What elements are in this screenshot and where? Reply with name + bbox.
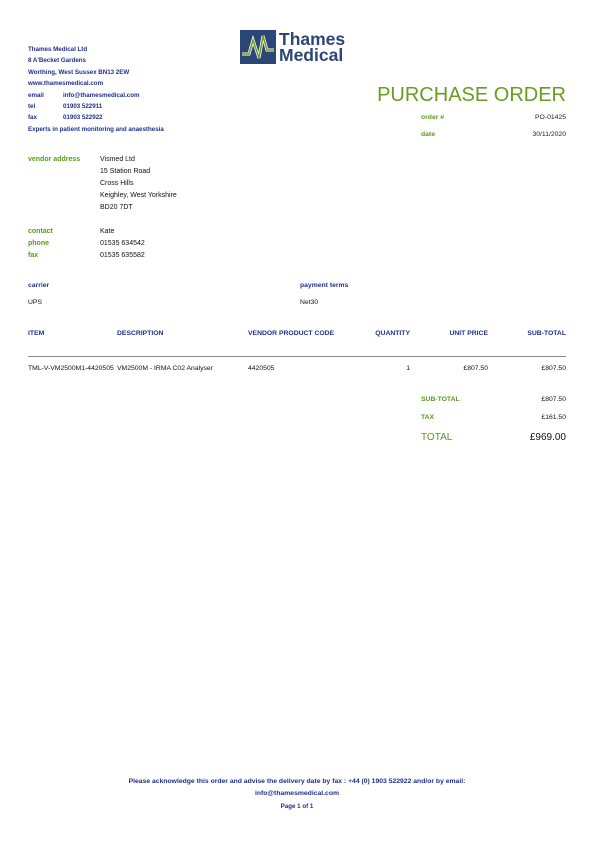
company-address-line-2: Worthing, West Sussex BN13 2EW [28, 68, 130, 76]
footer-email: info@thamesmedical.com [254, 789, 340, 797]
cell-subtotal: £807.50 [541, 365, 566, 372]
tax-value: £161.50 [541, 414, 566, 421]
payment-terms-label: payment terms [300, 282, 349, 289]
logo-mark-icon [240, 30, 276, 64]
subtotal-row [421, 396, 566, 403]
vendor-address-block [28, 154, 177, 214]
company-fax-row [28, 112, 268, 123]
vendor-address-line: Keighley, West Yorkshire [100, 192, 177, 199]
order-number-label: order # [421, 114, 445, 121]
order-number: PO-01425 [535, 114, 566, 121]
col-header-quantity: QUANTITY [375, 330, 410, 337]
order-date: 30/11/2020 [532, 131, 566, 138]
tax-label: TAX [421, 414, 435, 421]
table-header-row [28, 330, 566, 357]
total-row [421, 432, 566, 443]
contact-name: Kate [100, 228, 115, 235]
order-date-label: date [421, 131, 435, 138]
col-header-vendor-code: VENDOR PRODUCT CODE [248, 330, 335, 337]
total-label: TOTAL [421, 432, 453, 443]
col-header-subtotal: SUB-TOTAL [527, 330, 566, 337]
company-email-label: email [28, 91, 44, 99]
fax-label: fax [28, 252, 39, 259]
company-email: info@thamesmedical.com [63, 91, 140, 99]
payment-terms-value: Net30 [300, 299, 319, 306]
table-row [28, 357, 566, 374]
col-header-unit-price: UNIT PRICE [449, 330, 488, 337]
company-tel-row [28, 101, 268, 112]
cell-item: TML-V-VM2500M1-4420505 [28, 365, 114, 372]
company-logo [240, 30, 345, 64]
cell-quantity: 1 [406, 365, 410, 372]
company-fax-label: fax [28, 114, 37, 122]
cell-vendor-code: 4420505 [248, 365, 275, 372]
col-header-description: DESCRIPTION [117, 330, 164, 337]
carrier-value: UPS [28, 299, 42, 306]
page-number: Page 1 of 1 [280, 803, 314, 810]
subtotal-label: SUB-TOTAL [421, 396, 460, 403]
logo-text-line-1: Thames [279, 29, 346, 49]
payment-terms-block [300, 282, 348, 306]
carrier-label: carrier [28, 282, 50, 289]
vendor-contact-block [28, 226, 145, 262]
company-website: www.thamesmedical.com [28, 80, 104, 88]
carrier-block [28, 282, 49, 306]
company-tagline: Experts in patient monitoring and anaesthesia [28, 125, 164, 133]
contact-fax: 01535 635582 [100, 252, 145, 259]
items-table [28, 330, 566, 374]
company-address-line-1: 8 A'Becket Gardens [28, 57, 86, 65]
subtotal-value: £807.50 [541, 396, 566, 403]
order-number-row [421, 114, 566, 121]
footer-line-1: Please acknowledge this order and advise the delivery date by fax : +44 (0) 1903 522922 and/or by email: [128, 778, 466, 785]
vendor-address-line: BD20 7DT [100, 204, 133, 211]
vendor-address-line: Vismed Ltd [100, 156, 135, 163]
cell-description: VM2500M - IRMA C02 Analyser [117, 365, 213, 372]
col-header-item: ITEM [28, 330, 45, 337]
cell-unit-price: £807.50 [463, 365, 488, 372]
vendor-address-lines [100, 154, 177, 214]
vendor-address-label: vendor address [28, 156, 81, 163]
company-name: Thames Medical Ltd [28, 46, 88, 53]
logo-text-line-2: Medical [279, 45, 344, 65]
company-fax: 01903 522922 [63, 114, 103, 122]
phone-label: phone [28, 240, 49, 247]
footer-note [60, 776, 534, 799]
order-date-row [421, 131, 566, 138]
tax-row [421, 414, 566, 421]
contact-phone: 01535 634542 [100, 240, 145, 247]
vendor-address-line: Cross Hills [100, 180, 134, 187]
company-details [28, 44, 268, 135]
company-email-row [28, 90, 268, 101]
company-tel-label: tel [28, 103, 36, 111]
company-tel: 01903 522911 [63, 103, 103, 111]
vendor-address-line: 15 Station Road [100, 168, 151, 175]
contact-label: contact [28, 228, 53, 235]
document-title: PURCHASE ORDER [377, 84, 566, 106]
total-value: £969.00 [529, 432, 566, 443]
